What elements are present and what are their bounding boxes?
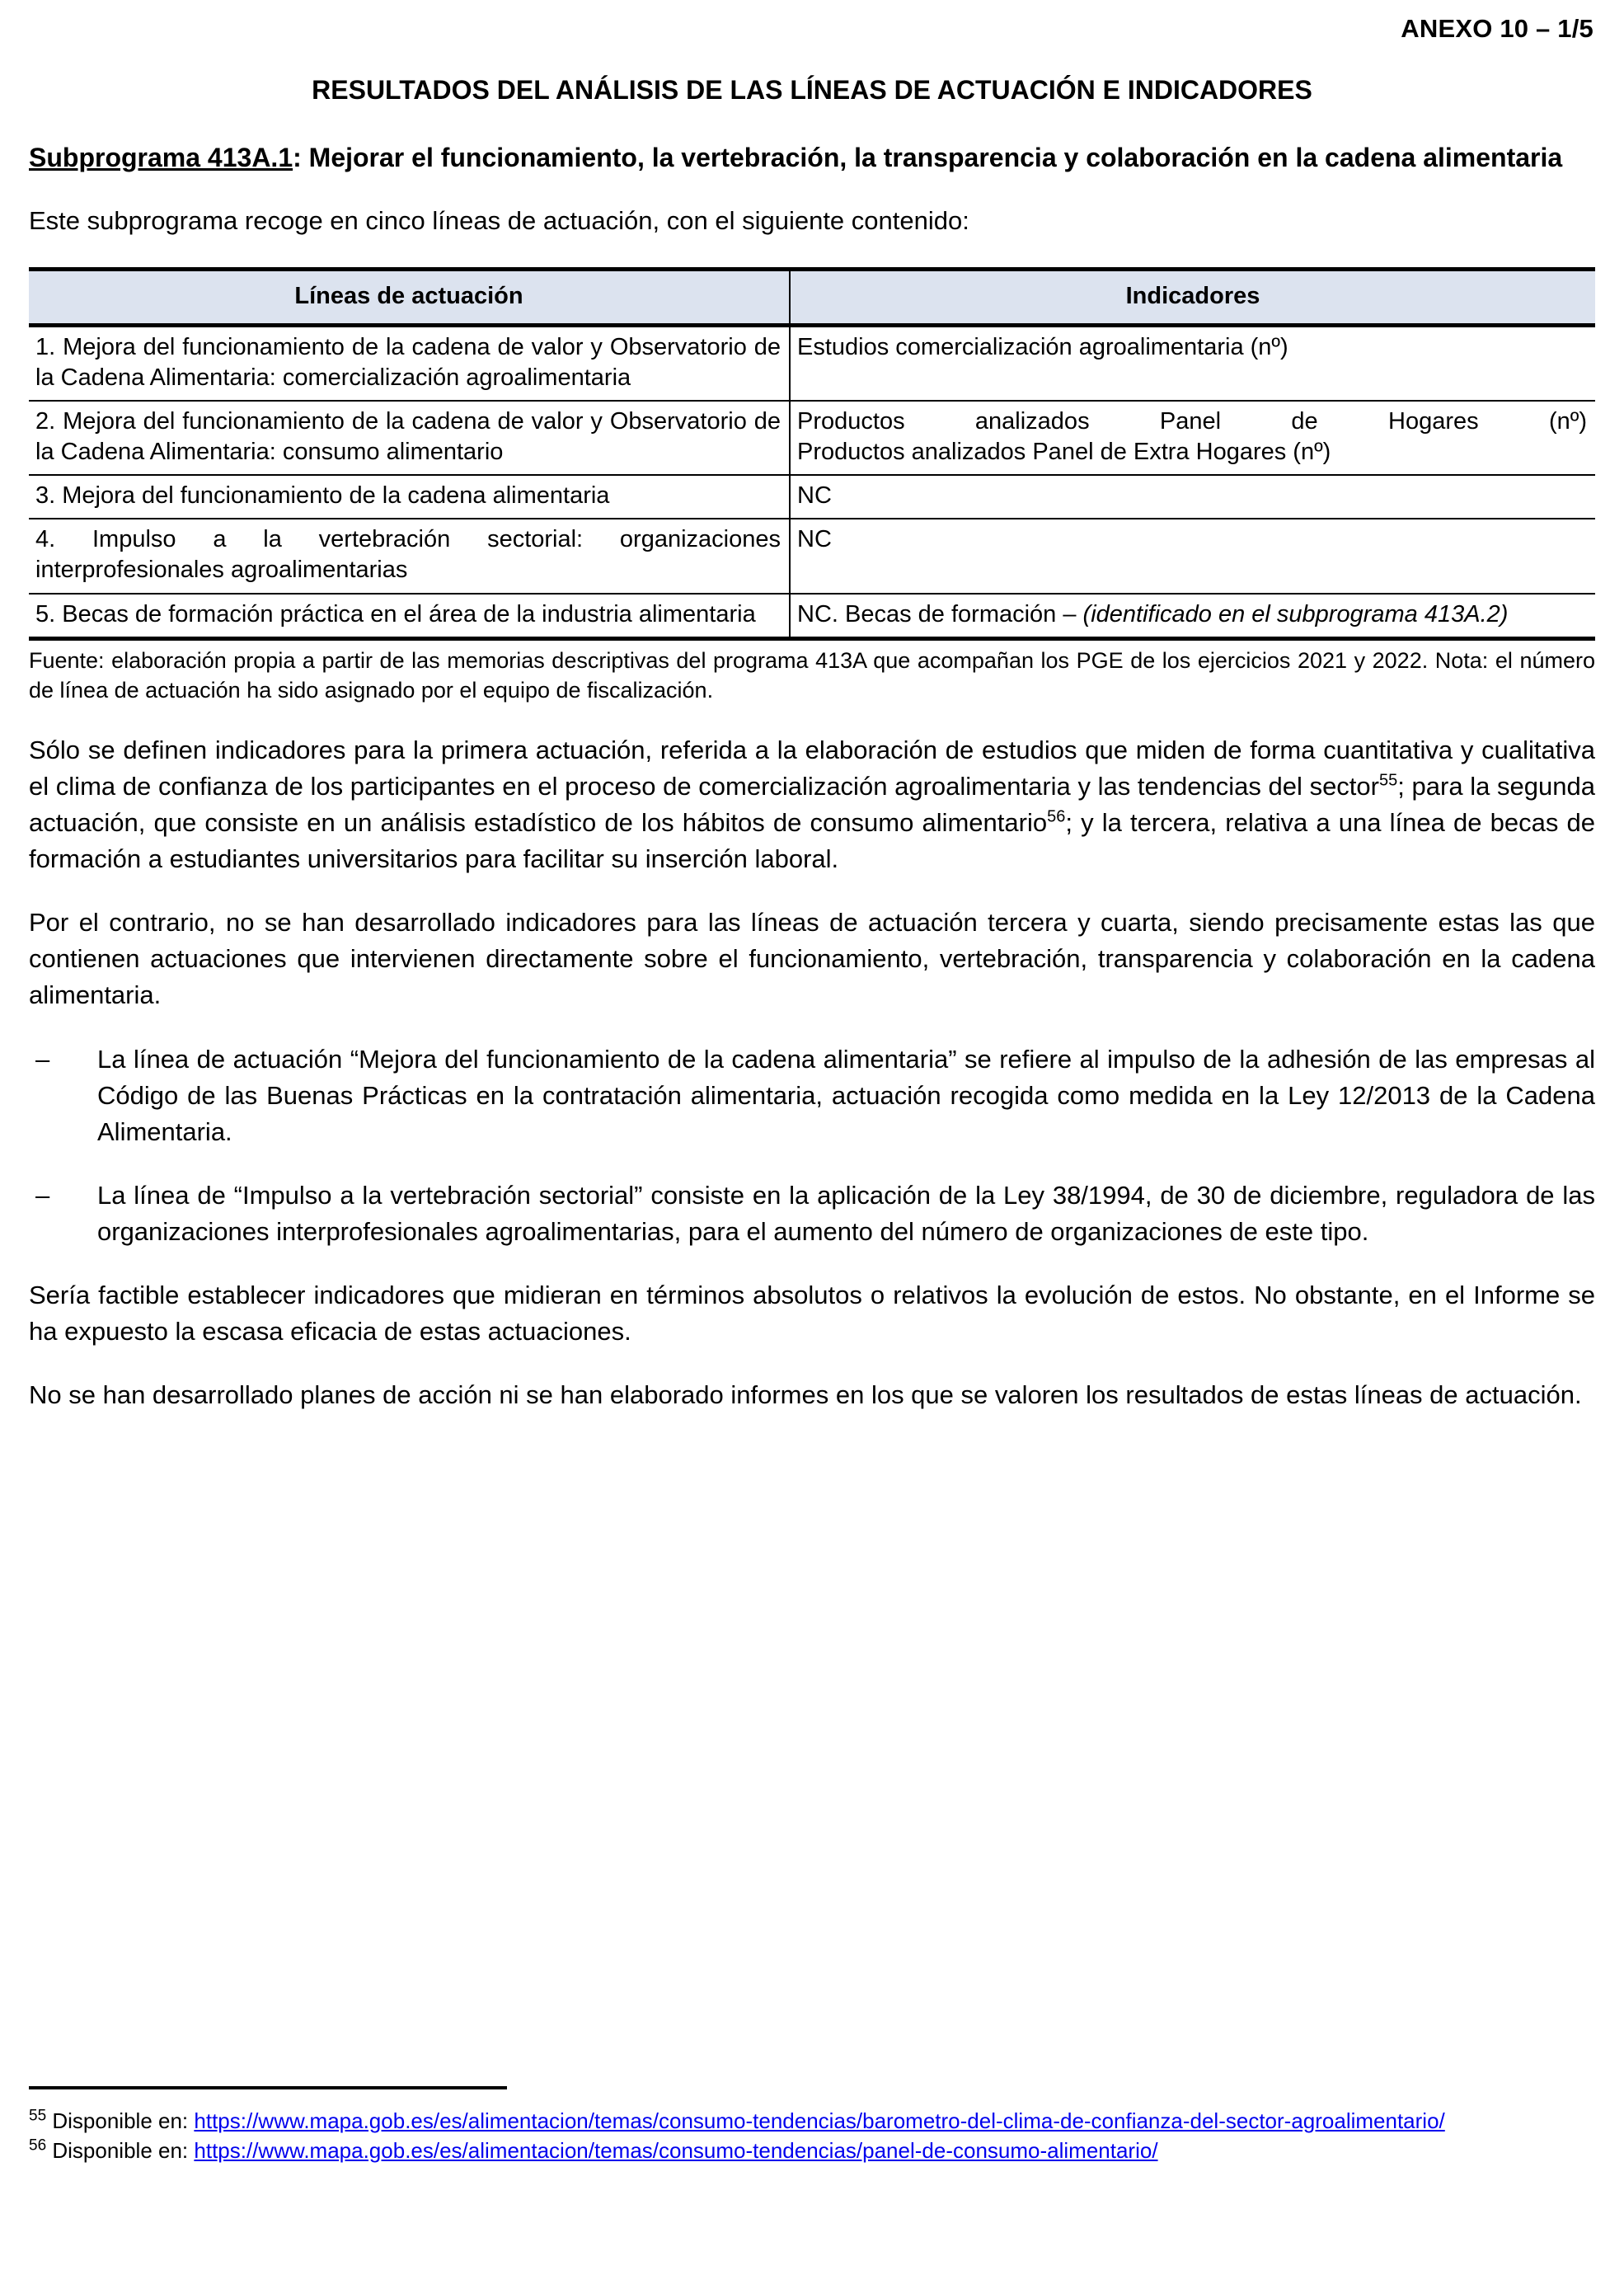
table-row [29,325,1595,401]
cell-linea-2: 2. Mejora del funcionamiento de la cadena de valor y Observatorio de la Cadena Alimentaria: consumo alimentario [29,401,790,475]
paragraph-2: Por el contrario, no se han desarrollado indicadores para las líneas de actuación tercera y cuarta, siendo precisamente estas las que contienen actuaciones que intervienen directamente sobre el funcionamiento, vertebración, transparencia y colaboración en la cadena alimentaria. [29,908,1595,1010]
footnotes-section [29,2086,1595,2167]
paragraph-3: Sería factible establecer indicadores que midieran en términos absolutos o relativos la evolución de estos. No obstante, en el Informe se ha expuesto la escasa eficacia de estas actuaciones. [29,1281,1595,1347]
footnote-55-link[interactable]: https://www.mapa.gob.es/es/alimentacion/temas/consumo-tendencias/barometro-del-clima-de-confianza-del-sector-agroalimentario/ [194,2108,1445,2134]
paragraph-1-part-2: ; para la segunda actuación, que consiste en un análisis estadístico de los hábitos de consumo alimentario [29,772,1595,838]
table-header-row [29,269,1595,325]
footnote-55-text: Disponible en: [52,2108,189,2134]
dash-list-item-1-text: La línea de actuación “Mejora del funcionamiento de la cadena alimentaria” se refiere al impulso de la adhesión de las empresas al Código de las Buenas Prácticas en la contratación alimentaria, actuación recogida como medida en la Ley 12/2013 de la Cadena Alimentaria. [97,1045,1595,1147]
table-head [29,269,1595,325]
indicador-5-italic: (identificado en el subprograma 413A.2) [1082,600,1509,627]
subprogram-label: Subprograma 413A.1 [29,143,293,173]
table-source-note: Fuente: elaboración propia a partir de las memorias descriptivas del programa 413A que acompañan los PGE de los ejercicios 2021 y 2022. Nota: el número de línea de actuación ha sido asignado por el equipo de fiscalización. [29,647,1595,703]
footnote-ref-55[interactable]: 55 [1379,771,1398,790]
footnote-55-number: 55 [29,2107,47,2125]
column-header-indicadores: Indicadores [790,269,1595,325]
cell-linea-5: 5. Becas de formación práctica en el área de la industria alimentaria [29,594,790,639]
footnote-55 [29,2108,1595,2136]
table-body [29,325,1595,638]
paragraph-4: No se han desarrollado planes de acción ni se han elaborado informes en los que se valoren los resultados de estas líneas de actuación. [29,1380,1582,1410]
cell-indicador-5 [790,594,1595,639]
footnote-56 [29,2137,1595,2165]
cell-indicador-1: Estudios comercialización agroalimentaria (nº) [790,325,1595,401]
dash-list-item-2 [29,1177,1595,1250]
footnote-56-text: Disponible en: [52,2138,189,2164]
paragraph-1 [29,732,1595,877]
paragraph-1-part-3: ; y la tercera, relativa a una línea de becas de formación a estudiantes universitarios para facilitar su inserción laboral. [29,808,1595,874]
table-row [29,519,1595,593]
footnote-ref-56[interactable]: 56 [1047,807,1066,826]
indicador-2-line-1: Productos analizados Panel de Hogares (nº) [797,408,1587,435]
subprogram-rest: : Mejorar el funcionamiento, la vertebración, la transparencia y colaboración en la cadena alimentaria [293,143,1563,173]
dash-list [29,1041,1595,1250]
dash-marker-icon: – [35,1181,50,1210]
dash-marker-icon: – [35,1045,50,1074]
page-title: RESULTADOS DEL ANÁLISIS DE LAS LÍNEAS DE ACTUACIÓN E INDICADORES [312,75,1312,106]
lines-indicators-table [29,267,1595,641]
indicador-5-plain: NC. Becas de formación – [797,600,1083,627]
table-row [29,475,1595,519]
cell-indicador-3: NC [790,475,1595,519]
column-header-lineas: Líneas de actuación [29,269,790,325]
dash-list-item-2-text: La línea de “Impulso a la vertebración sectorial” consiste en la aplicación de la Ley 38/1994, de 30 de diciembre, reguladora de las organizaciones interprofesionales agroalimentarias, para el aumento del número de organizaciones de este tipo. [97,1181,1595,1247]
paragraph-1-part-1: Sólo se definen indicadores para la primera actuación, referida a la elaboración de estudios que miden de forma cuantitativa y cualitativa el clima de confianza de los participantes en el proceso de comercialización agroalimentaria y las tendencias del sector [29,736,1595,801]
table-row [29,594,1595,639]
footnote-separator-rule [29,2086,507,2089]
running-header: ANEXO 10 – 1/5 [1401,14,1593,43]
cell-indicador-4: NC [790,519,1595,593]
cell-linea-3: 3. Mejora del funcionamiento de la cadena alimentaria [29,475,790,519]
subprogram-heading [29,141,1595,176]
indicador-2-line-2: Productos analizados Panel de Extra Hogares (nº) [797,439,1331,466]
cell-linea-1: 1. Mejora del funcionamiento de la cadena de valor y Observatorio de la Cadena Alimentaria: comercialización agroalimentaria [29,325,790,401]
footnote-56-link[interactable]: https://www.mapa.gob.es/es/alimentacion/temas/consumo-tendencias/panel-de-consumo-alimentario/ [194,2138,1158,2164]
cell-indicador-2 [790,401,1595,475]
intro-paragraph: Este subprograma recoge en cinco líneas de actuación, con el siguiente contenido: [29,205,969,235]
cell-linea-4: 4. Impulso a la vertebración sectorial: organizaciones interprofesionales agroalimentarias [29,519,790,593]
footnote-56-number: 56 [29,2136,47,2155]
dash-list-item-1 [29,1041,1595,1150]
table-row [29,401,1595,475]
